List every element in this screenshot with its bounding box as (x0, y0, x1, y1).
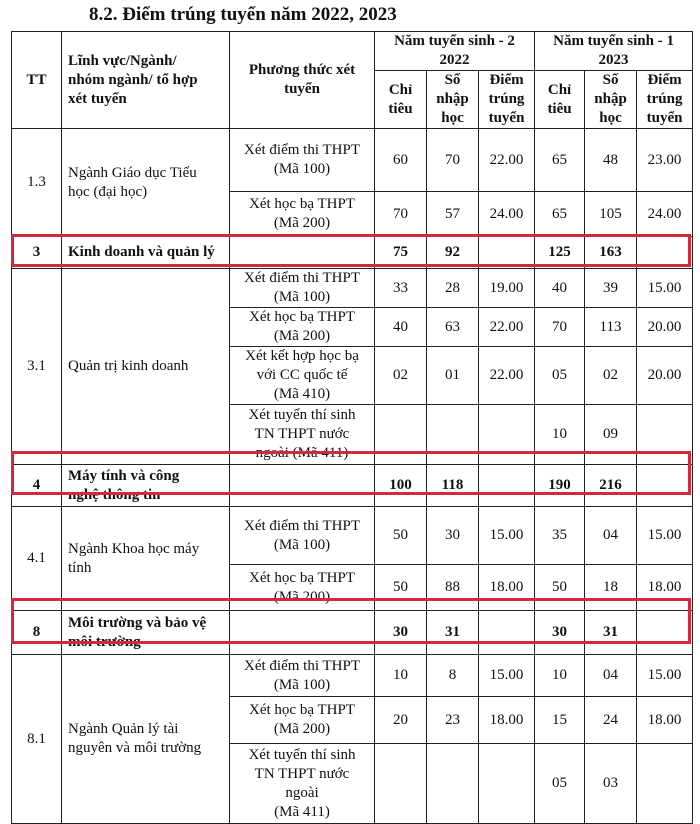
table-row (12, 655, 693, 697)
cell-value: 163 (585, 237, 637, 269)
cell-value: 88 (427, 565, 479, 611)
row-tt: 4.1 (12, 507, 62, 611)
cell-value: 31 (427, 611, 479, 655)
cell-value: 10 (375, 655, 427, 697)
cell-value: 09 (585, 405, 637, 465)
row-method: Xét điểm thi THPT (Mã 100) (230, 269, 375, 308)
row-method: Xét điểm thi THPT (Mã 100) (230, 655, 375, 697)
header-year-2022: Năm tuyển sinh - 2 2022 (375, 32, 535, 71)
cell-value: 60 (375, 129, 427, 192)
header-row (12, 32, 693, 71)
cell-value: 8 (427, 655, 479, 697)
cell-value: 23 (427, 697, 479, 744)
cell-value: 10 (535, 405, 585, 465)
row-name: Kinh doanh và quản lý (62, 237, 230, 269)
cell-value: 31 (585, 611, 637, 655)
row-method: Xét điểm thi THPT (Mã 100) (230, 129, 375, 192)
cell-value: 65 (535, 192, 585, 237)
highlight-box (11, 451, 691, 495)
cell-value: 15.00 (637, 507, 693, 565)
cell-value: 15 (535, 697, 585, 744)
cell-value: 15.00 (479, 507, 535, 565)
row-tt: 8 (12, 611, 62, 655)
admission-scores-table (11, 31, 693, 824)
highlight-box (11, 598, 691, 644)
cell-value: 105 (585, 192, 637, 237)
cell-value: 30 (427, 507, 479, 565)
cell-value: 20.00 (637, 347, 693, 405)
cell-value (427, 744, 479, 824)
row-method: Xét tuyển thí sinh TN THPT nước ngoài (Mã 411) (230, 744, 375, 824)
cell-value: 15.00 (637, 269, 693, 308)
cell-value: 39 (585, 269, 637, 308)
row-tt: 1.3 (12, 129, 62, 237)
row-name: Môi trường và bảo vệ môi trường (62, 611, 230, 655)
cell-value: 125 (535, 237, 585, 269)
row-method: Xét tuyển thí sinh TN THPT nước ngoài (Mã 411) (230, 405, 375, 465)
header-score-2023: Điểm trúng tuyển (637, 71, 693, 129)
cell-value: 30 (535, 611, 585, 655)
cell-value: 75 (375, 237, 427, 269)
cell-value: 216 (585, 465, 637, 507)
row-tt: 3 (12, 237, 62, 269)
cell-value: 70 (427, 129, 479, 192)
row-name: Ngành Khoa học máy tính (62, 507, 230, 611)
cell-value: 24.00 (479, 192, 535, 237)
cell-value: 22.00 (479, 347, 535, 405)
cell-value: 02 (585, 347, 637, 405)
header-method: Phương thức xét tuyển (230, 32, 375, 129)
header-tt: TT (12, 32, 62, 129)
cell-value: 18.00 (637, 565, 693, 611)
cell-value: 10 (535, 655, 585, 697)
row-tt: 4 (12, 465, 62, 507)
cell-value: 24.00 (637, 192, 693, 237)
cell-value: 18.00 (637, 697, 693, 744)
cell-value: 92 (427, 237, 479, 269)
cell-value: 113 (585, 308, 637, 347)
cell-value: 18 (585, 565, 637, 611)
cell-value: 50 (375, 565, 427, 611)
cell-value: 28 (427, 269, 479, 308)
cell-value: 24 (585, 697, 637, 744)
cell-value: 20 (375, 697, 427, 744)
cell-value: 57 (427, 192, 479, 237)
cell-value: 33 (375, 269, 427, 308)
cell-value: 05 (535, 347, 585, 405)
cell-value: 48 (585, 129, 637, 192)
row-name: Máy tính và công nghệ thông tin (62, 465, 230, 507)
cell-value: 19.00 (479, 269, 535, 308)
cell-value: 50 (375, 507, 427, 565)
page-title: 8.2. Điểm trúng tuyển năm 2022, 2023 (89, 4, 397, 25)
highlight-box (11, 234, 691, 267)
header-enroll-2022: Số nhập học (427, 71, 479, 129)
cell-value: 01 (427, 347, 479, 405)
row-name: Ngành Giáo dục Tiểu học (đại học) (62, 129, 230, 237)
row-tt: 3.1 (12, 269, 62, 465)
cell-value: 18.00 (479, 697, 535, 744)
row-method: Xét học bạ THPT (Mã 200) (230, 697, 375, 744)
row-method: Xét học bạ THPT (Mã 200) (230, 192, 375, 237)
cell-value: 20.00 (637, 308, 693, 347)
header-year-2023: Năm tuyển sinh - 1 2023 (535, 32, 693, 71)
table-row (12, 507, 693, 565)
cell-value: 15.00 (637, 655, 693, 697)
row-name: Ngành Quản lý tài nguyên và môi trường (62, 655, 230, 824)
cell-value: 40 (375, 308, 427, 347)
cell-value: 35 (535, 507, 585, 565)
cell-value: 02 (375, 347, 427, 405)
table-row (12, 269, 693, 308)
cell-value: 50 (535, 565, 585, 611)
cell-value: 03 (585, 744, 637, 824)
cell-value: 22.00 (479, 308, 535, 347)
header-score-2022: Điểm trúng tuyển (479, 71, 535, 129)
cell-value: 15.00 (479, 655, 535, 697)
cell-value: 118 (427, 465, 479, 507)
header-field: Lĩnh vực/Ngành/ nhóm ngành/ tổ hợp xét tuyển (62, 32, 230, 129)
cell-value: 40 (535, 269, 585, 308)
header-enroll-2023: Số nhập học (585, 71, 637, 129)
cell-value (479, 744, 535, 824)
row-tt: 8.1 (12, 655, 62, 824)
header-quota-2022: Chỉ tiêu (375, 71, 427, 129)
cell-value: 05 (535, 744, 585, 824)
header-quota-2023: Chỉ tiêu (535, 71, 585, 129)
cell-value: 30 (375, 611, 427, 655)
row-method: Xét học bạ THPT (Mã 200) (230, 565, 375, 611)
table-row (12, 129, 693, 192)
cell-value: 04 (585, 655, 637, 697)
cell-value: 100 (375, 465, 427, 507)
cell-value: 04 (585, 507, 637, 565)
row-name: Quản trị kinh doanh (62, 269, 230, 465)
row-method: Xét điểm thi THPT (Mã 100) (230, 507, 375, 565)
cell-value: 22.00 (479, 129, 535, 192)
row-method: Xét kết hợp học bạ với CC quốc tế (Mã 410) (230, 347, 375, 405)
cell-value: 70 (535, 308, 585, 347)
cell-value: 65 (535, 129, 585, 192)
cell-value (375, 744, 427, 824)
row-method: Xét học bạ THPT (Mã 200) (230, 308, 375, 347)
cell-value: 23.00 (637, 129, 693, 192)
cell-value (637, 744, 693, 824)
cell-value: 18.00 (479, 565, 535, 611)
cell-value: 63 (427, 308, 479, 347)
cell-value: 190 (535, 465, 585, 507)
cell-value: 70 (375, 192, 427, 237)
